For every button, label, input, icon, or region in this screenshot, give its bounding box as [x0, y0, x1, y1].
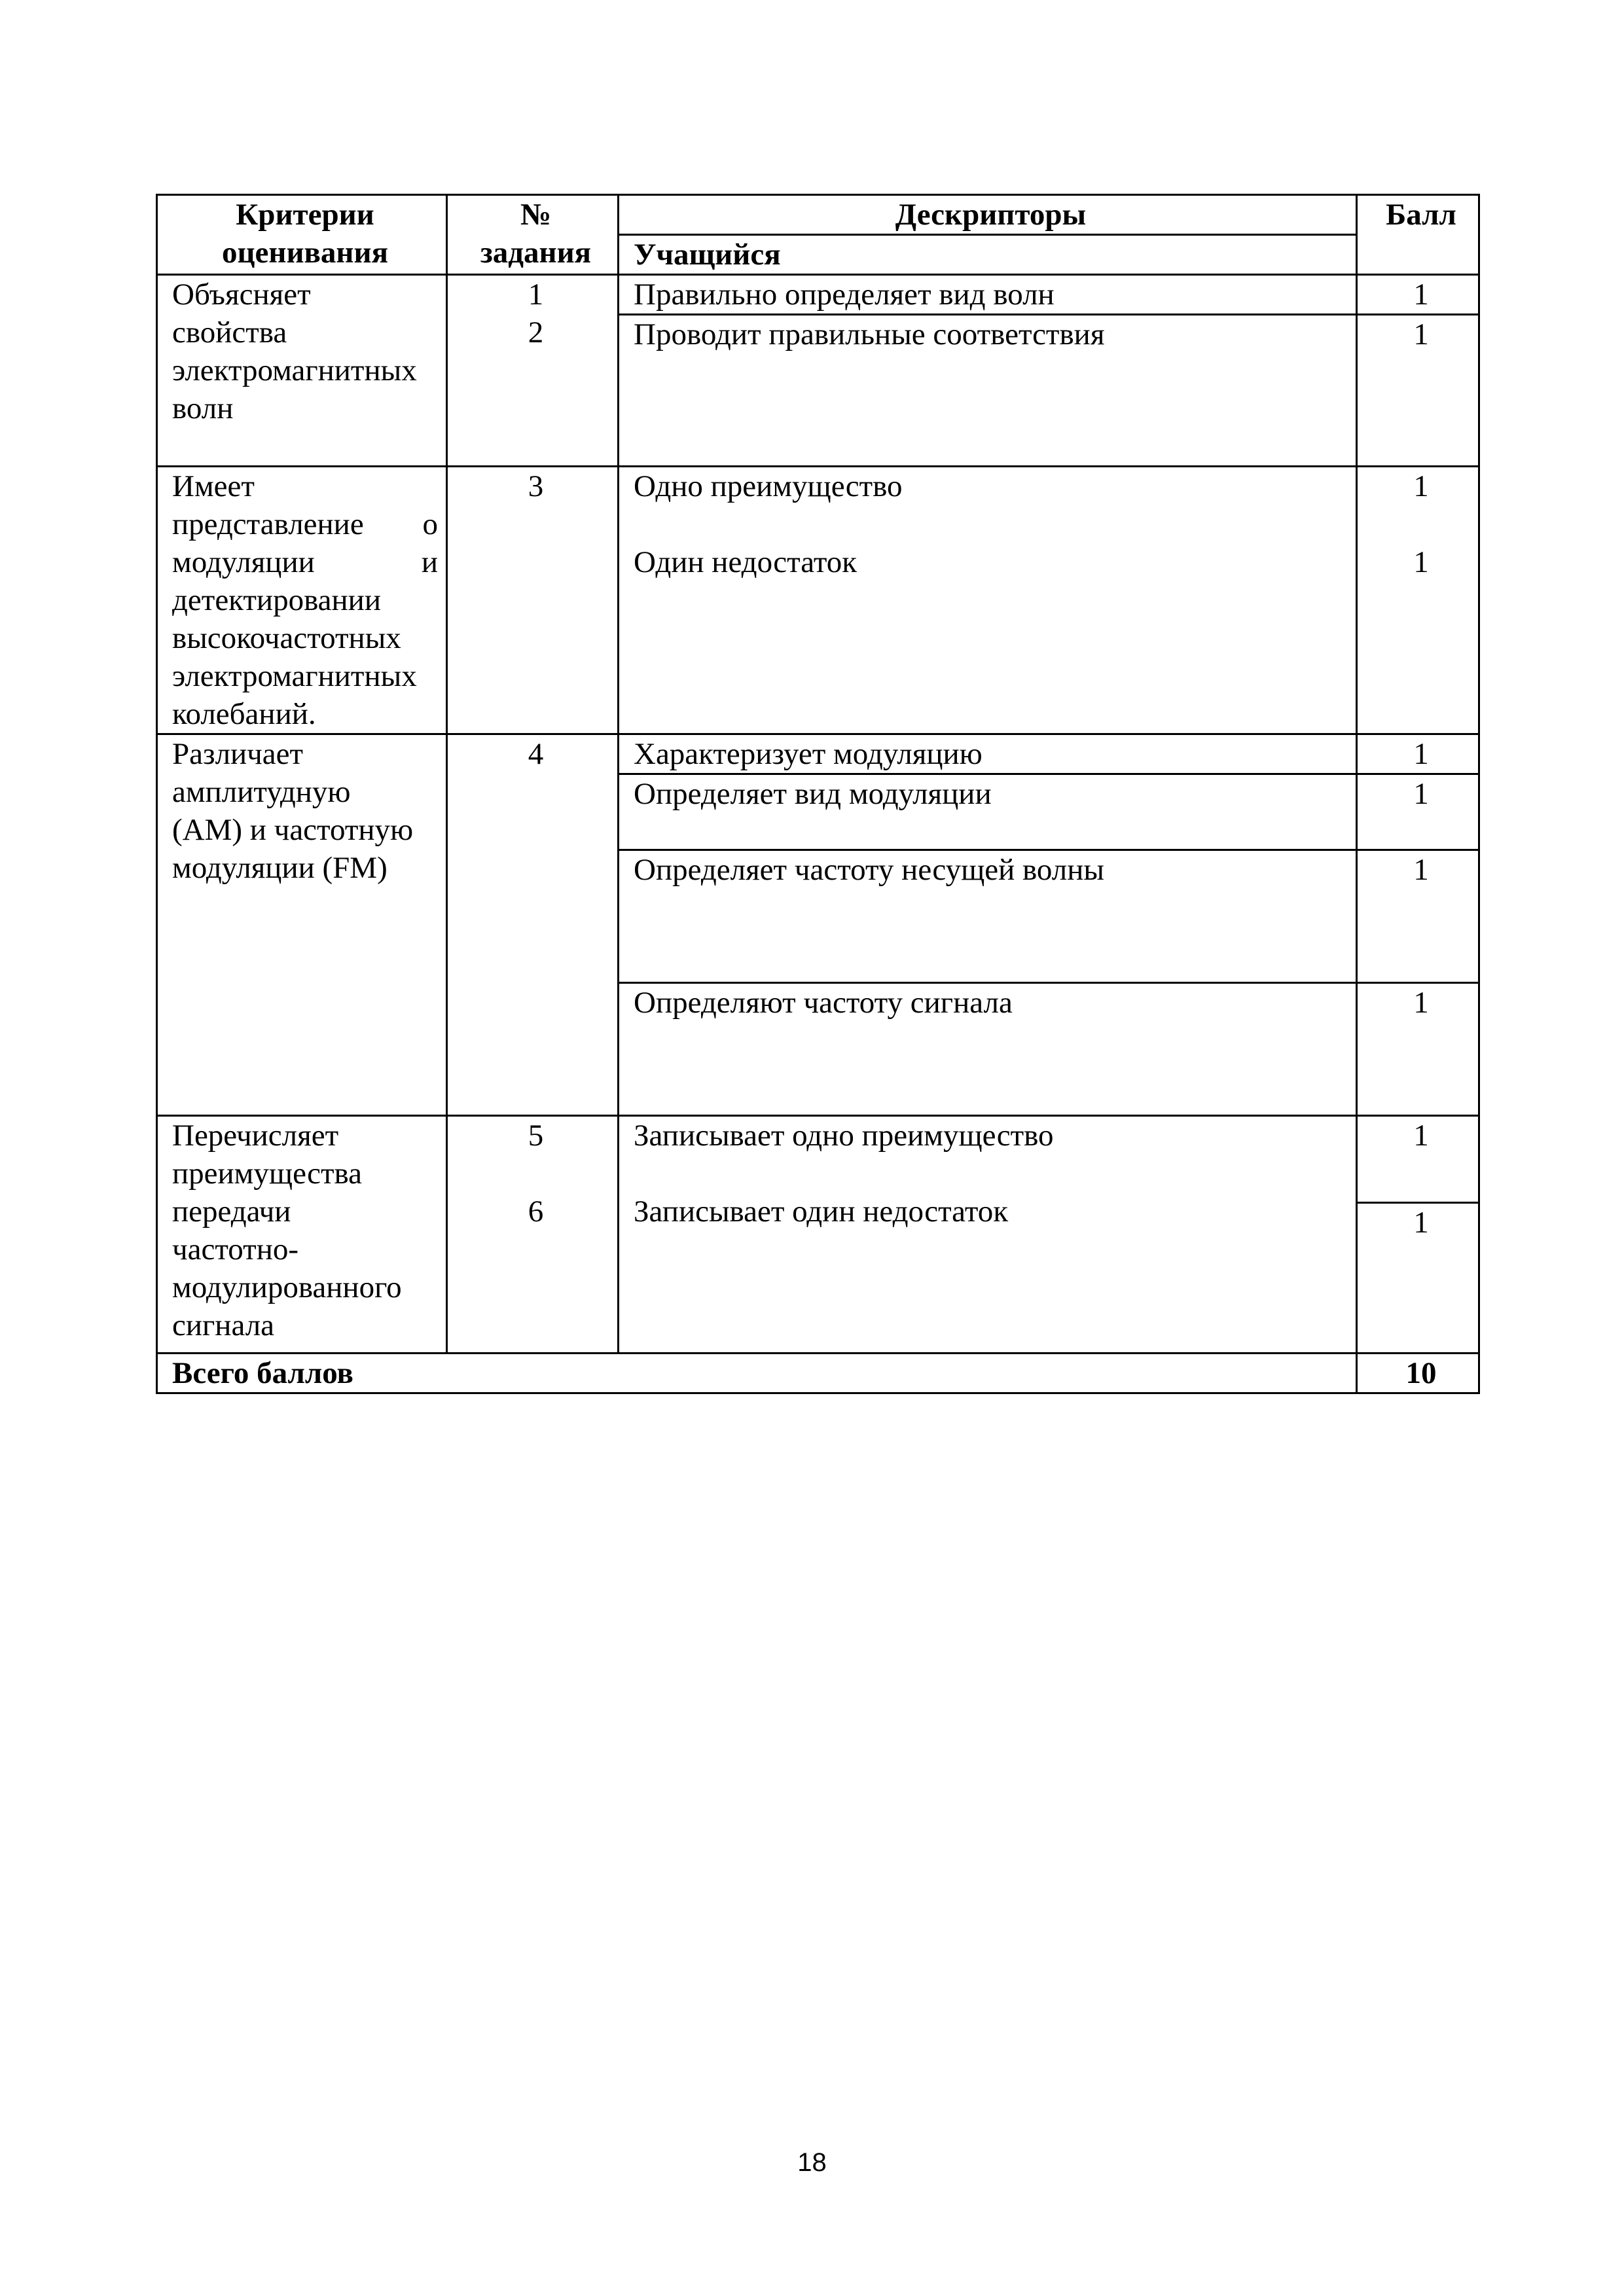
- header-score: Балл: [1357, 195, 1479, 275]
- score-cell: 1: [1357, 275, 1479, 315]
- criterion-cell: Объясняет свойства электромагнитных волн: [157, 275, 447, 467]
- descriptor-cell: Характеризует модуляцию: [619, 734, 1357, 774]
- score-cell: 1: [1357, 315, 1479, 467]
- descriptor-cell: Записывает одно преимущество Записывает один недостаток: [619, 1116, 1357, 1354]
- criterion-cell: Различает амплитудную (АМ) и частотную модуляции (FM): [157, 734, 447, 1116]
- total-label: Всего баллов: [157, 1354, 1357, 1393]
- total-value: 10: [1357, 1354, 1479, 1393]
- score-cell: 1: [1357, 1203, 1479, 1354]
- task-number-cell: 5 6: [447, 1116, 619, 1354]
- criterion-cell: Имеет представление о модуляции и детектировании высокочастотных электромагнитных колебаний.: [157, 467, 447, 734]
- score-cell: 1: [1357, 850, 1479, 983]
- descriptor-cell: Проводит правильные соответствия: [619, 315, 1357, 467]
- descriptor-cell: Определяет частоту несущей волны: [619, 850, 1357, 983]
- descriptor-cell: Определяют частоту сигнала: [619, 983, 1357, 1116]
- score-cell: 1: [1357, 1116, 1479, 1203]
- score-cell: 1: [1357, 774, 1479, 850]
- task-number-cell: 4: [447, 734, 619, 1116]
- task-number-cell: 1 2: [447, 275, 619, 467]
- score-cell: 1 1: [1357, 467, 1479, 734]
- assessment-rubric-table: [156, 194, 1480, 1394]
- descriptor-cell: Определяет вид модуляции: [619, 774, 1357, 850]
- score-cell: 1: [1357, 734, 1479, 774]
- descriptor-cell: Одно преимущество Один недостаток: [619, 467, 1357, 734]
- descriptor-cell: Правильно определяет вид волн: [619, 275, 1357, 315]
- task-number-cell: 3: [447, 467, 619, 734]
- header-descriptors: Дескрипторы: [619, 195, 1357, 235]
- criterion-cell: Перечисляет преимущества передачи частотно- модулированного сигнала: [157, 1116, 447, 1354]
- header-task-number: № задания: [447, 195, 619, 275]
- header-student: Учащийся: [619, 235, 1357, 275]
- header-criteria: Критерии оценивания: [157, 195, 447, 275]
- page-number: 18: [797, 2148, 827, 2177]
- score-cell: 1: [1357, 983, 1479, 1116]
